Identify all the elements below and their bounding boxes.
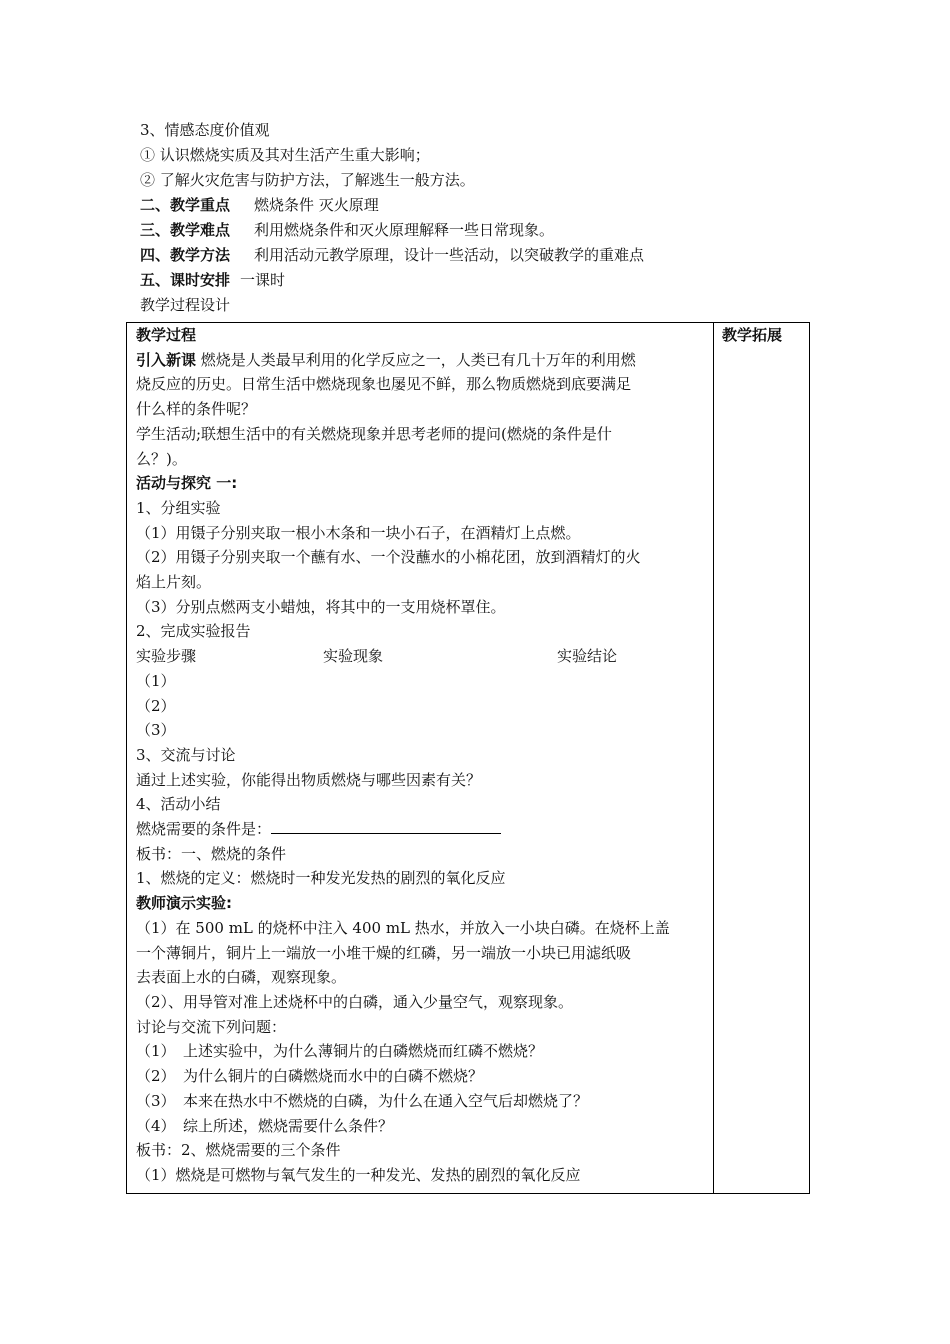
report-row-2: （2） <box>136 696 176 715</box>
attitude-title: 3、情感态度价值观 <box>140 121 270 139</box>
process-header: 教学过程 <box>136 326 197 344</box>
group-step-1: （1）用镊子分别夹取一根小木条和一块小石子，在酒精灯上点燃。 <box>136 523 581 542</box>
class-schedule <box>140 268 760 293</box>
summary-title: 4、活动小结 <box>136 795 221 814</box>
demo-step-1a: （1）在 500 mL 的烧杯中注入 400 mL 热水，并放入一小块白磷。在烧杯上盖 <box>136 918 670 937</box>
extension-column <box>714 323 809 1193</box>
intro-section <box>140 118 760 318</box>
schedule-label: 五、课时安排 <box>140 271 231 289</box>
design-title: 教学过程设计 <box>140 296 231 314</box>
intro-label: 引入新课 <box>136 350 197 369</box>
intro-text-1: 燃烧是人类最早利用的化学反应之一，人类已有几十万年的利用燃 <box>200 350 636 369</box>
board-note-2: 板书：2、燃烧需要的三个条件 <box>136 1141 341 1160</box>
lesson-table <box>126 322 810 1194</box>
extension-header: 教学拓展 <box>722 326 783 344</box>
report-title: 2、完成实验报告 <box>136 622 251 641</box>
report-col-conclusion: 实验结论 <box>557 647 618 666</box>
report-row-3: （3） <box>136 721 176 740</box>
focus-value: 燃烧条件 灭火原理 <box>254 196 379 214</box>
activity-title: 活动与探究 一: <box>136 474 238 493</box>
difficulty-value: 利用燃烧条件和灭火原理解释一些日常现象。 <box>254 221 555 239</box>
summary-text: 燃烧需要的条件是： <box>136 820 272 839</box>
report-col-steps: 实验步骤 <box>136 647 197 666</box>
report-col-phenomena: 实验现象 <box>323 647 384 666</box>
attitude-item-2: ② 了解火灾危害与防护方法，了解逃生一般方法。 <box>140 171 475 189</box>
question-1: （1） 上述实验中，为什么薄铜片的白磷燃烧而红磷不燃烧？ <box>136 1042 544 1061</box>
intro-text-3: 什么样的条件呢？ <box>136 400 257 419</box>
combustion-conclusion: （1）燃烧是可燃物与氧气发生的一种发光、发热的剧烈的氧化反应 <box>136 1165 581 1184</box>
questions-title: 讨论与交流下列问题： <box>136 1017 287 1036</box>
question-3: （3） 本来在热水中不燃烧的白磷，为什么在通入空气后却燃烧了？ <box>136 1091 589 1110</box>
demo-step-2: （2）、用导管对准上述烧杯中的白磷，通入少量空气，观察现象。 <box>136 992 574 1011</box>
group-step-2b: 焰上片刻。 <box>136 573 212 592</box>
method-value: 利用活动元教学原理，设计一些活动，以突破教学的重难点 <box>254 246 645 264</box>
teaching-difficulty <box>140 218 760 243</box>
process-column <box>127 323 714 1193</box>
group-step-2a: （2）用镊子分别夹取一个蘸有水、一个没蘸水的小棉花团，放到酒精灯的火 <box>136 548 641 567</box>
discuss-title: 3、交流与讨论 <box>136 745 236 764</box>
demo-title: 教师演示实验: <box>136 894 232 913</box>
board-note-1: 板书：一、燃烧的条件 <box>136 844 287 863</box>
intro-text-2: 烧反应的历史。日常生活中燃烧现象也屡见不鲜，那么物质燃烧到底要满足 <box>136 375 632 394</box>
demo-step-1c: 去表面上水的白磷，观察现象。 <box>136 968 347 987</box>
combustion-definition: 1、燃烧的定义：燃烧时一种发光发热的剧烈的氧化反应 <box>136 869 506 888</box>
focus-label: 二、教学重点 <box>140 196 231 214</box>
attitude-item-1: ① 认识燃烧实质及其对生活产生重大影响； <box>140 146 430 164</box>
question-4: （4） 综上所述，燃烧需要什么条件？ <box>136 1116 394 1135</box>
method-label: 四、教学方法 <box>140 246 231 264</box>
student-activity-2: 么？)。 <box>136 449 187 468</box>
group-step-3: （3）分别点燃两支小蜡烛，将其中的一支用烧杯罩住。 <box>136 597 506 616</box>
question-2: （2） 为什么铜片的白磷燃烧而水中的白磷不燃烧？ <box>136 1067 484 1086</box>
intro-line-1 <box>136 348 705 373</box>
report-row-1: （1） <box>136 671 176 690</box>
group-title: 1、分组实验 <box>136 498 221 517</box>
student-activity-1: 学生活动;联想生活中的有关燃烧现象并思考老师的提问(燃烧的条件是什 <box>136 424 612 443</box>
teaching-method <box>140 243 760 268</box>
report-header <box>136 644 705 669</box>
teaching-focus <box>140 193 760 218</box>
difficulty-label: 三、教学难点 <box>140 221 231 239</box>
schedule-value: 一课时 <box>240 271 286 289</box>
demo-step-1b: 一个薄铜片，铜片上一端放一小堆干燥的红磷，另一端放一小块已用滤纸吸 <box>136 943 632 962</box>
answer-blank <box>271 817 501 834</box>
discuss-text: 通过上述实验，你能得出物质燃烧与哪些因素有关？ <box>136 770 482 789</box>
summary-line <box>136 817 705 842</box>
